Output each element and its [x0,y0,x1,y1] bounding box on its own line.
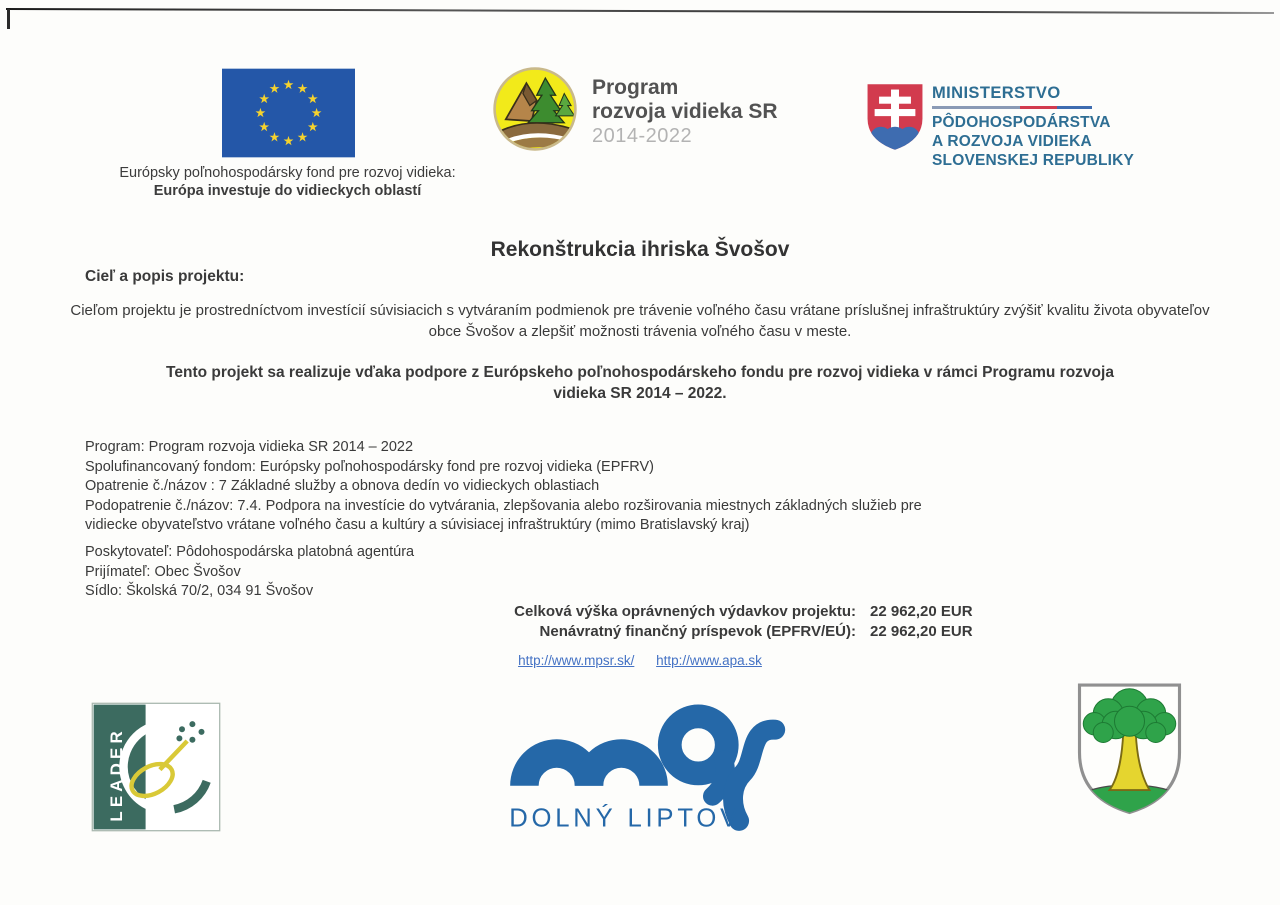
address-line: Sídlo: Školská 70/2, 034 91 Švošov [85,583,314,599]
mas-dolny-liptov-logo-icon [500,686,792,838]
leader-logo-icon [90,702,222,832]
eu-caption [60,164,515,200]
ministry-line4: SLOVENSKEJ REPUBLIKY [932,152,1135,169]
eu-caption-line1: Európsky poľnohospodársky fond pre rozvoj vidieka: [119,165,456,181]
grant-label: Nenávratný finančný príspevok (EPFRV/EÚ): [539,623,856,640]
prv-line2: rozvoja vidieka SR [592,100,778,123]
eu-caption-line2: Európa investuje do vidieckych oblastí [153,183,422,199]
prv-line1: Program [592,76,679,99]
apa-link[interactable]: http://www.apa.sk [656,653,762,668]
scan-artifact-line [6,8,1274,14]
scan-artifact-tick [7,9,10,29]
total-expenditure-label: Celková výška oprávnených výdavkov projektu: [514,603,856,620]
total-expenditure-value: 22 962,20 EUR [870,603,973,620]
slovak-coat-of-arms-icon [864,78,926,156]
detail-program: Program: Program rozvoja vidieka SR 2014 – 2022 [85,439,414,455]
financial-row [420,602,980,622]
grant-value: 22 962,20 EUR [870,623,973,640]
rural-development-program-title [592,76,778,148]
ministry-title [932,84,1134,170]
goal-section-label: Cieľ a popis projektu: [85,268,245,285]
financial-block [420,602,980,642]
ministry-line1: MINISTERSTVO [932,84,1061,102]
ministry-line2: PÔDOHOSPODÁRSTVA [932,114,1111,131]
recipient-line: Prijímateľ: Obec Švošov [85,563,241,580]
page-title: Rekonštrukcia ihriska Švošov [490,238,790,261]
rural-development-program-icon [492,66,578,152]
ministry-tricolor-underline [932,106,1092,109]
links-row [0,653,1280,668]
ministry-line3: A ROZVOJA VIDIEKA [932,133,1092,150]
financial-row [420,622,980,642]
detail-submeasure-line1: Podopatrenie č./názov: 7.4. Podpora na investície do vytvárania, zlepšovania alebo rozširovania miestnych základných služieb pre [85,497,922,514]
detail-measure: Opatrenie č./názov : 7 Základné služby a obnova dedín vo vidieckych oblastiach [85,478,600,494]
detail-submeasure-line2: vidiecke obyvateľstvo vrátane voľného času a kultúry a súvisiacej infraštruktúry (mimo Bratislavský kraj) [85,517,750,533]
provider-line: Poskytovateľ: Pôdohospodárska platobná agentúra [85,544,415,560]
goal-paragraph: Cieľom projektu je prostredníctvom investícií súvisiacich s vytváraním podmienok pre trávenie voľného času vrátane príslušnej infraštruktúry zvýšiť kvalitu života obyvateľov obce Švošov a zlepšiť možnosti trávenia voľného času v meste. [70,302,1210,340]
leader-label: LEADER [107,727,127,822]
mas-label: DOLNÝ LIPTOV [509,804,741,833]
mpsr-link[interactable]: http://www.mpsr.sk/ [518,653,635,668]
eu-flag-icon [222,68,355,158]
support-paragraph: Tento projekt sa realizuje vďaka podpore z Európskeho poľnohospodárskeho fondu pre rozvoj vidieka v rámci Programu rozvoja vidieka SR 2014 – 2022. [166,364,1114,402]
project-details [85,438,922,536]
svosov-coat-of-arms-icon [1072,680,1187,820]
detail-fund: Spolufinancovaný fondom: Európsky poľnohospodársky fond pre rozvoj vidieka (EPFRV) [85,458,654,475]
provider-block [85,543,414,602]
prv-line3: 2014-2022 [592,125,693,147]
